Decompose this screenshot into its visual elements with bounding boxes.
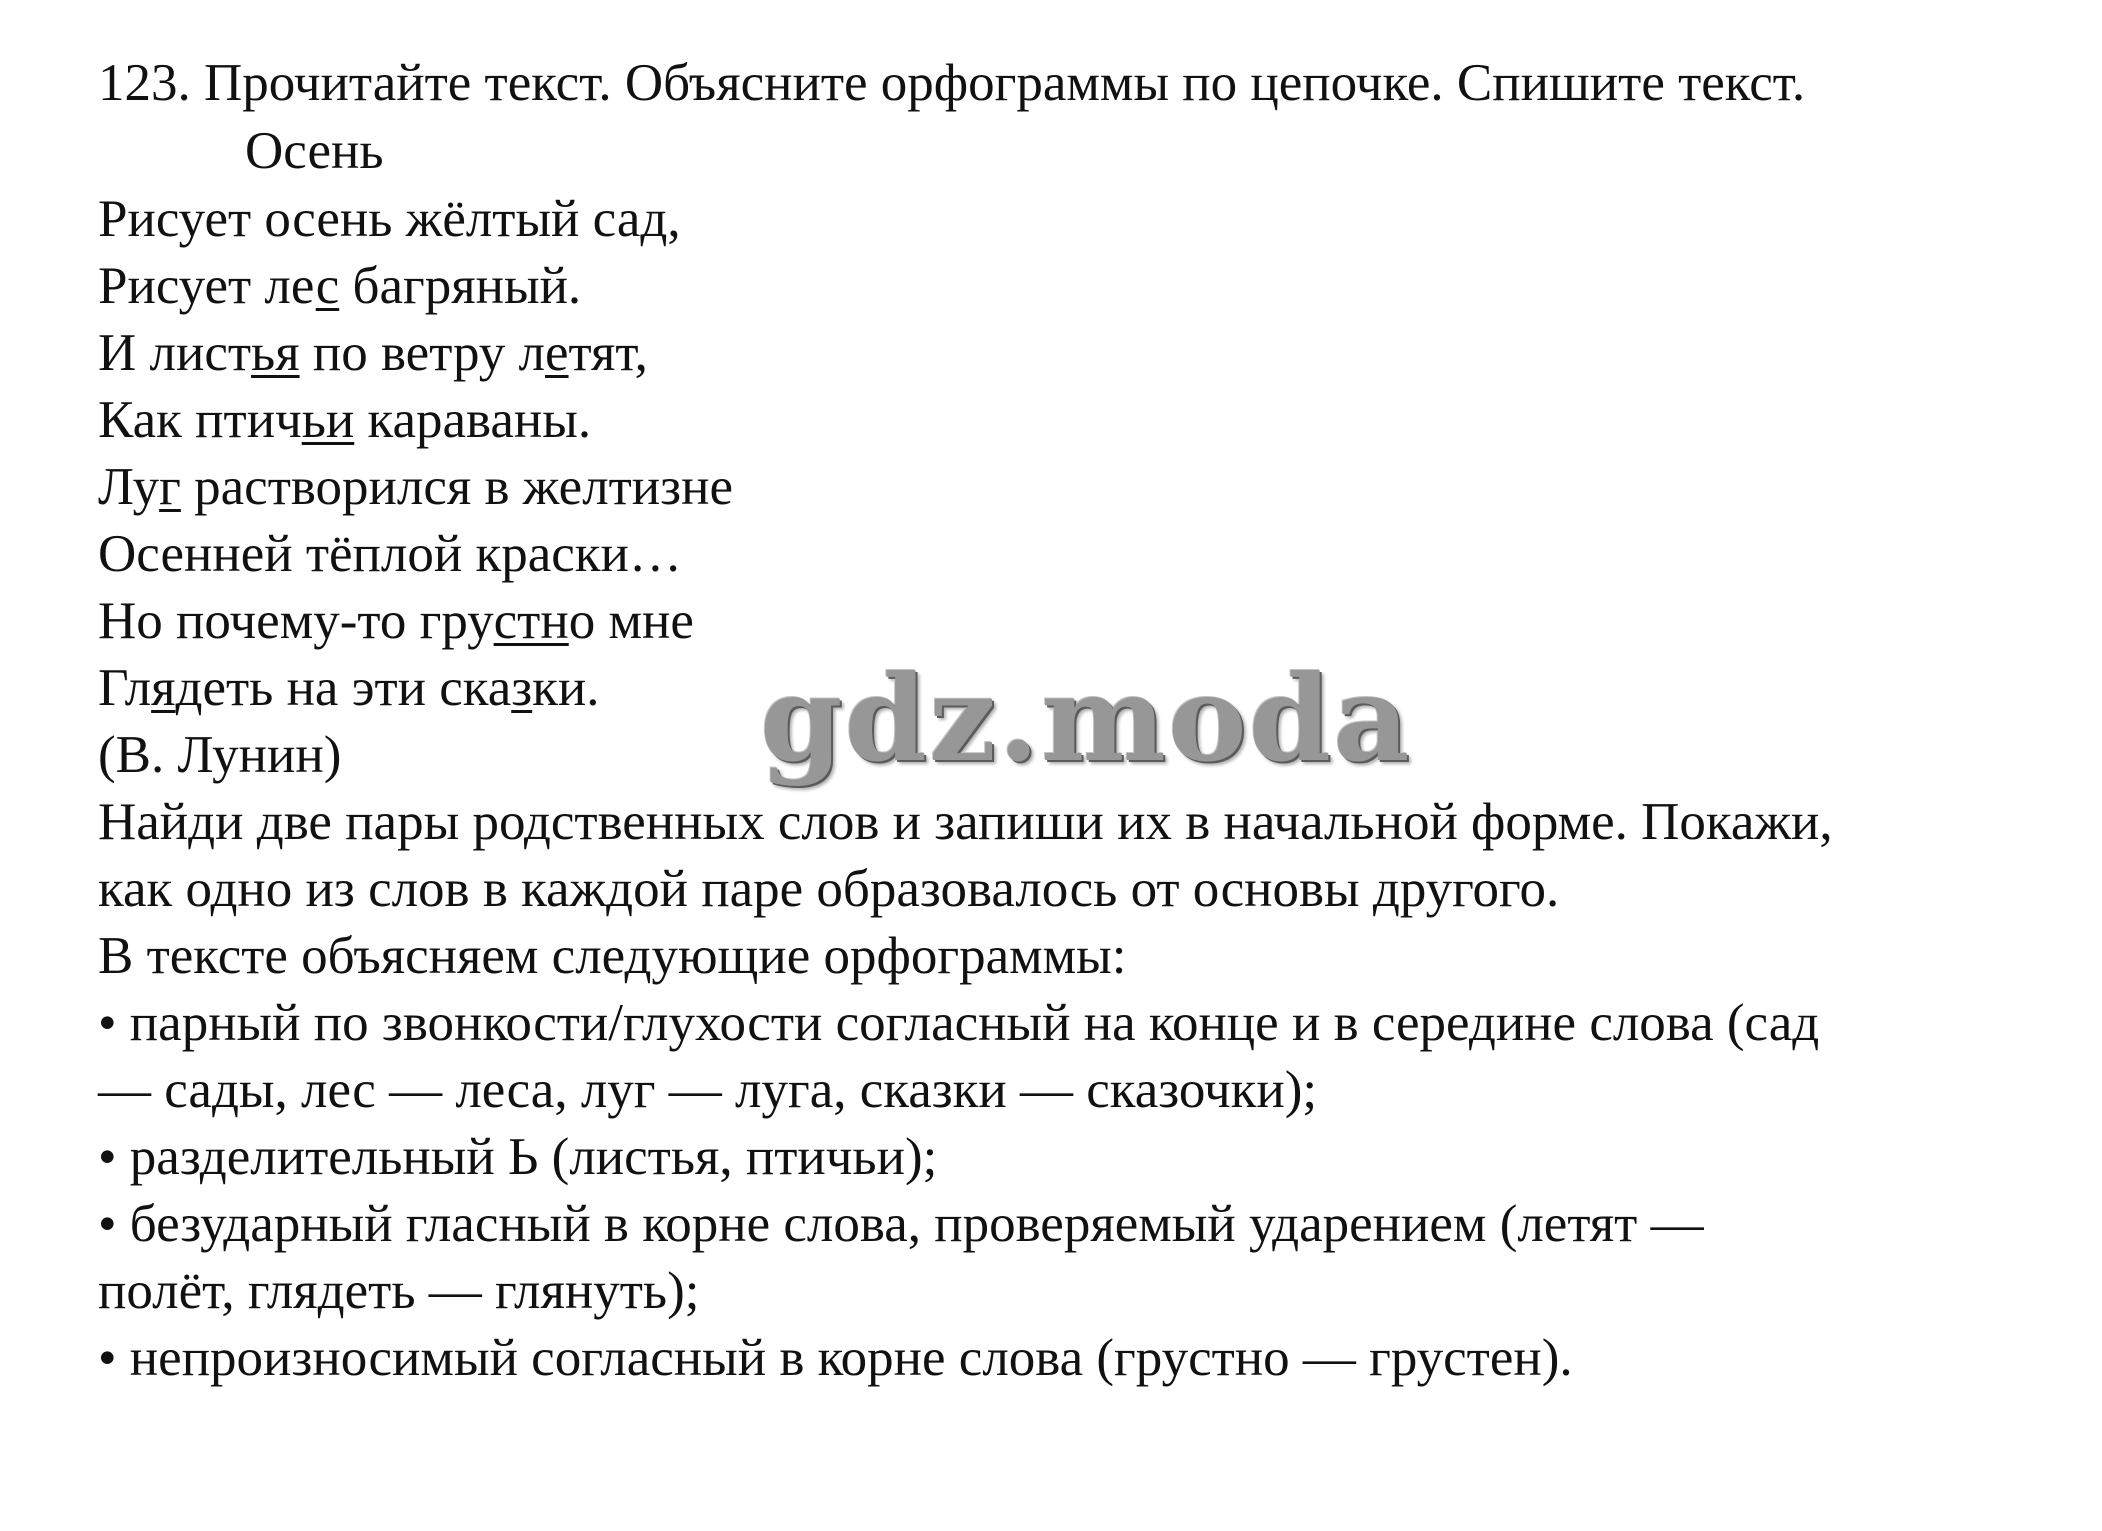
answer-bullet-3-line-2: полёт, глядеть — глянуть); [98,1262,700,1320]
answer-intro: В тексте объясняем следующие орфограммы: [98,927,1127,985]
spelling-underline: ья [251,324,300,382]
answer-bullet-1-line-1: • парный по звонкости/глухости согласный на конце и в середине слова (сад [98,994,1820,1052]
poem-line-7: Но почему-то грустно мне [98,592,694,650]
spelling-underline: е [545,324,569,382]
answer-bullet-2: • разделительный Ь (листья, птичьи); [98,1128,938,1186]
spelling-underline: з [511,659,533,717]
spelling-underline: стн [493,592,569,650]
watermark-logo: gdz.moda [760,649,1412,788]
spelling-underline: г [159,458,181,516]
answer-bullet-3-line-1: • безударный гласный в корне слова, проверяемый ударением (летят — [98,1195,1704,1253]
poem-line-4: Как птичьи караваны. [98,391,592,449]
answer-bullet-1-line-2: — сады, лес — леса, луг — луга, сказки — сказочки); [98,1061,1318,1119]
poem-line-3: И листья по ветру летят, [98,324,648,382]
spelling-underline: д [640,190,668,248]
poem-author: (В. Лунин) [98,726,342,784]
poem-line-8: Глядеть на эти сказки. [98,659,600,717]
spelling-underline: я [151,659,176,717]
exercise-task-line-2: как одно из слов в каждой паре образовалось от основы другого. [98,860,1560,918]
poem-line-6: Осенней тёплой краски… [98,525,682,583]
poem-line-2: Рисует лес багряный. [98,257,582,315]
exercise-task-line-1: Найди две пары родственных слов и запиши их в начальной форме. Покажи, [98,793,1833,851]
task-header: 123. Прочитайте текст. Объясните орфограммы по цепочке. Спишите текст. [98,54,1806,112]
poem-title: Осень [245,122,384,180]
spelling-underline: ьи [301,391,355,449]
answer-bullet-4: • непроизносимый согласный в корне слова (грустно — грустен). [98,1329,1573,1387]
spelling-underline: с [315,257,340,315]
poem-line-5: Луг растворился в желтизне [98,458,733,516]
poem-line-1: Рисует осень жёлтый сад, [98,190,681,248]
